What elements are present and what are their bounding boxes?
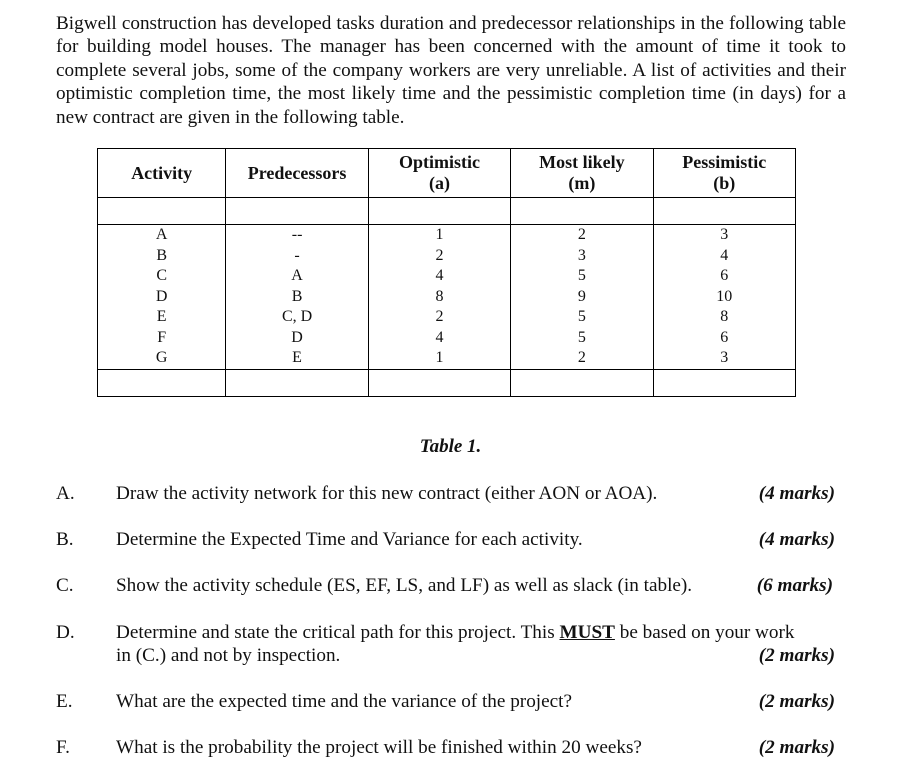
table-spacer-row bbox=[98, 369, 796, 396]
header-most-likely-symbol: (m) bbox=[568, 173, 596, 193]
cell-optimistic: 2 bbox=[368, 307, 510, 328]
cell-optimistic: 8 bbox=[368, 287, 510, 308]
question-letter: C. bbox=[56, 575, 74, 596]
cell-most-likely: 5 bbox=[511, 328, 653, 349]
cell-optimistic: 1 bbox=[368, 348, 510, 369]
cell-predecessor: E bbox=[226, 348, 368, 369]
header-predecessors: Predecessors bbox=[226, 149, 368, 198]
header-most-likely bbox=[511, 149, 653, 198]
cell-pessimistic: 8 bbox=[653, 307, 795, 328]
table-row bbox=[98, 307, 796, 328]
question-text: What is the probability the project will be finished within 20 weeks? bbox=[116, 737, 642, 758]
cell-activity: F bbox=[98, 328, 226, 349]
cell-activity: D bbox=[98, 287, 226, 308]
cell-activity: B bbox=[98, 246, 226, 267]
cell-pessimistic: 4 bbox=[653, 246, 795, 267]
table-header-row bbox=[98, 149, 796, 198]
cell-activity: C bbox=[98, 266, 226, 287]
header-pessimistic-symbol: (b) bbox=[713, 173, 736, 193]
cell-pessimistic: 10 bbox=[653, 287, 795, 308]
question-marks: (6 marks) bbox=[756, 575, 833, 596]
table-row bbox=[98, 225, 796, 246]
cell-optimistic: 2 bbox=[368, 246, 510, 267]
cell-most-likely: 9 bbox=[511, 287, 653, 308]
header-optimistic-label: Optimistic bbox=[398, 152, 480, 172]
activity-table bbox=[97, 148, 796, 397]
cell-optimistic: 4 bbox=[368, 328, 510, 349]
cell-optimistic: 4 bbox=[368, 266, 510, 287]
question-text-emphasis: MUST bbox=[559, 622, 615, 643]
question-marks: (4 marks) bbox=[758, 483, 835, 504]
question-marks: (2 marks) bbox=[758, 737, 835, 758]
cell-most-likely: 2 bbox=[511, 225, 653, 246]
cell-pessimistic: 3 bbox=[653, 225, 795, 246]
cell-most-likely: 5 bbox=[511, 266, 653, 287]
cell-pessimistic: 6 bbox=[653, 266, 795, 287]
question-letter: B. bbox=[56, 529, 74, 550]
question-marks: (2 marks) bbox=[758, 691, 835, 712]
question-text: Show the activity schedule (ES, EF, LS, and LF) as well as slack (in table). bbox=[116, 575, 693, 596]
table-row bbox=[98, 266, 796, 287]
cell-activity: E bbox=[98, 307, 226, 328]
question-text: Draw the activity network for this new contract (either AON or AOA). bbox=[116, 483, 658, 504]
header-pessimistic bbox=[653, 149, 795, 198]
question-text bbox=[116, 621, 826, 667]
cell-predecessor: -- bbox=[226, 225, 368, 246]
cell-optimistic: 1 bbox=[368, 225, 510, 246]
cell-pessimistic: 6 bbox=[653, 328, 795, 349]
cell-predecessor: C, D bbox=[226, 307, 368, 328]
question-text-line2: in (C.) and not by inspection. bbox=[116, 645, 341, 666]
cell-most-likely: 2 bbox=[511, 348, 653, 369]
question-text-before: Determine and state the critical path for this project. This bbox=[116, 622, 560, 643]
intro-paragraph: Bigwell construction has developed tasks duration and predecessor relationships in the following table for building model houses. The manager has been concerned with the amount of time it took to complete several jobs, some of the company workers are very unreliable. A list of activities and their optimistic completion time, the most likely time and the pessimistic completion time (in days) for a new contract are given in the following table. bbox=[56, 13, 846, 128]
cell-activity: A bbox=[98, 225, 226, 246]
header-most-likely-label: Most likely bbox=[539, 152, 625, 172]
cell-predecessor: D bbox=[226, 328, 368, 349]
header-optimistic-symbol: (a) bbox=[428, 173, 450, 193]
question-marks: (2 marks) bbox=[758, 645, 835, 666]
question-letter: F. bbox=[56, 737, 70, 758]
question-letter: A. bbox=[56, 483, 75, 504]
header-optimistic bbox=[368, 149, 510, 198]
question-text: What are the expected time and the variance of the project? bbox=[116, 691, 572, 712]
cell-pessimistic: 3 bbox=[653, 348, 795, 369]
cell-predecessor: A bbox=[226, 266, 368, 287]
table-caption: Table 1. bbox=[419, 436, 482, 457]
question-text: Determine the Expected Time and Variance for each activity. bbox=[116, 529, 583, 550]
question-letter: E. bbox=[56, 691, 73, 712]
table-row bbox=[98, 328, 796, 349]
cell-predecessor: B bbox=[226, 287, 368, 308]
header-activity: Activity bbox=[98, 149, 226, 198]
question-marks: (4 marks) bbox=[758, 529, 835, 550]
question-letter: D. bbox=[56, 622, 75, 643]
table-row bbox=[98, 348, 796, 369]
question-text-after: be based on your work bbox=[614, 622, 795, 643]
table-row bbox=[98, 287, 796, 308]
table-spacer-row bbox=[98, 198, 796, 225]
header-pessimistic-label: Pessimistic bbox=[682, 152, 767, 172]
cell-activity: G bbox=[98, 348, 226, 369]
cell-most-likely: 5 bbox=[511, 307, 653, 328]
cell-most-likely: 3 bbox=[511, 246, 653, 267]
cell-predecessor: - bbox=[226, 246, 368, 267]
table-row bbox=[98, 246, 796, 267]
